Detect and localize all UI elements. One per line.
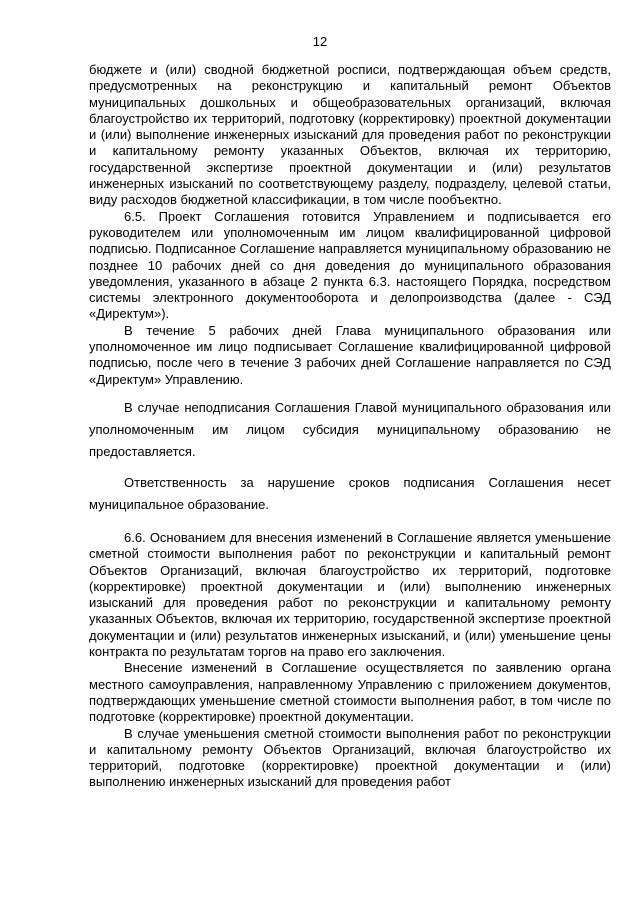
page-number: 12 [312,34,328,49]
paragraph-signing-deadline: В течение 5 рабочих дней Глава муниципального образования или уполномоченное им лицо подписывает Соглашение квалифицированной цифровой подписью, после чего в течение 3 рабочих дней Соглашение направляется по СЭД «Директум» Управлению. [89,322,611,387]
paragraph-responsibility: Ответственность за нарушение сроков подписания Соглашения несет муниципальное образование. [89,474,611,512]
paragraph-amendments: Внесение изменений в Соглашение осуществляется по заявлению органа местного самоуправления, направленному Управлению с приложением документов, подтверждающих уменьшение сметной стоимости выполнения работ, в том числе по подготовке (корректировке) проектной документации. [89,660,611,725]
paragraph-budget-continuation: бюджете и (или) сводной бюджетной росписи, подтверждающая объем средств, предусмотренных на реконструкцию и капитальный ремонт Объектов муниципальных дошкольных и общеобразовательных организаций, включая благоустройство их территорий, подготовку (корректировку) проектной документации и (или) выполнение инженерных изысканий для проведения работ по реконструкции и капитальному ремонту указанных Объектов, включая их территорию, государственной экспертизе проектной документации и (или) результатов инженерных изысканий по соответствующему разделу, подразделу, целевой статьи, виду расходов бюджетной классификации, в том числе пообъектно. [89,62,611,208]
paragraph-non-signing: В случае неподписания Соглашения Главой муниципального образования или уполномоченным им лицом субсидия муниципальному образованию не предоставляется. [89,399,611,459]
paragraph-6-6: 6.6. Основанием для внесения изменений в Соглашение является уменьшение сметной стоимости выполнения работ по реконструкции и капитальный ремонт Объектов Организаций, включая благоустройство их территорий, подготовке (корректировке) проектной документации и (или) выполнению инженерных изысканий для проведения работ по реконструкции и капитальному ремонту указанных Объектов, включая их территорию, государственной экспертизе проектной документации и (или) результатов инженерных изысканий, и (или) уменьшение цены контракта по результатам торгов на право его заключения. [89,529,611,660]
document-body [89,62,611,791]
paragraph-6-5: 6.5. Проект Соглашения готовится Управлением и подписывается его руководителем или уполномоченным им лицом квалифицированной цифровой подписью. Подписанное Соглашение направляется муниципальному образованию не позднее 10 рабочих дней со дня доведения до муниципального образования уведомления, указанного в абзаце 2 пункта 6.3. настоящего Порядка, посредством системы электронного документооборота и делопроизводства (далее - СЭД «Директум»). [89,208,611,322]
paragraph-cost-reduction: В случае уменьшения сметной стоимости выполнения работ по реконструкции и капитальному ремонту Объектов Организаций, включая благоустройство их территорий, подготовке (корректировке) проектной документации и (или) выполнению инженерных изысканий для проведения работ [89,725,611,790]
